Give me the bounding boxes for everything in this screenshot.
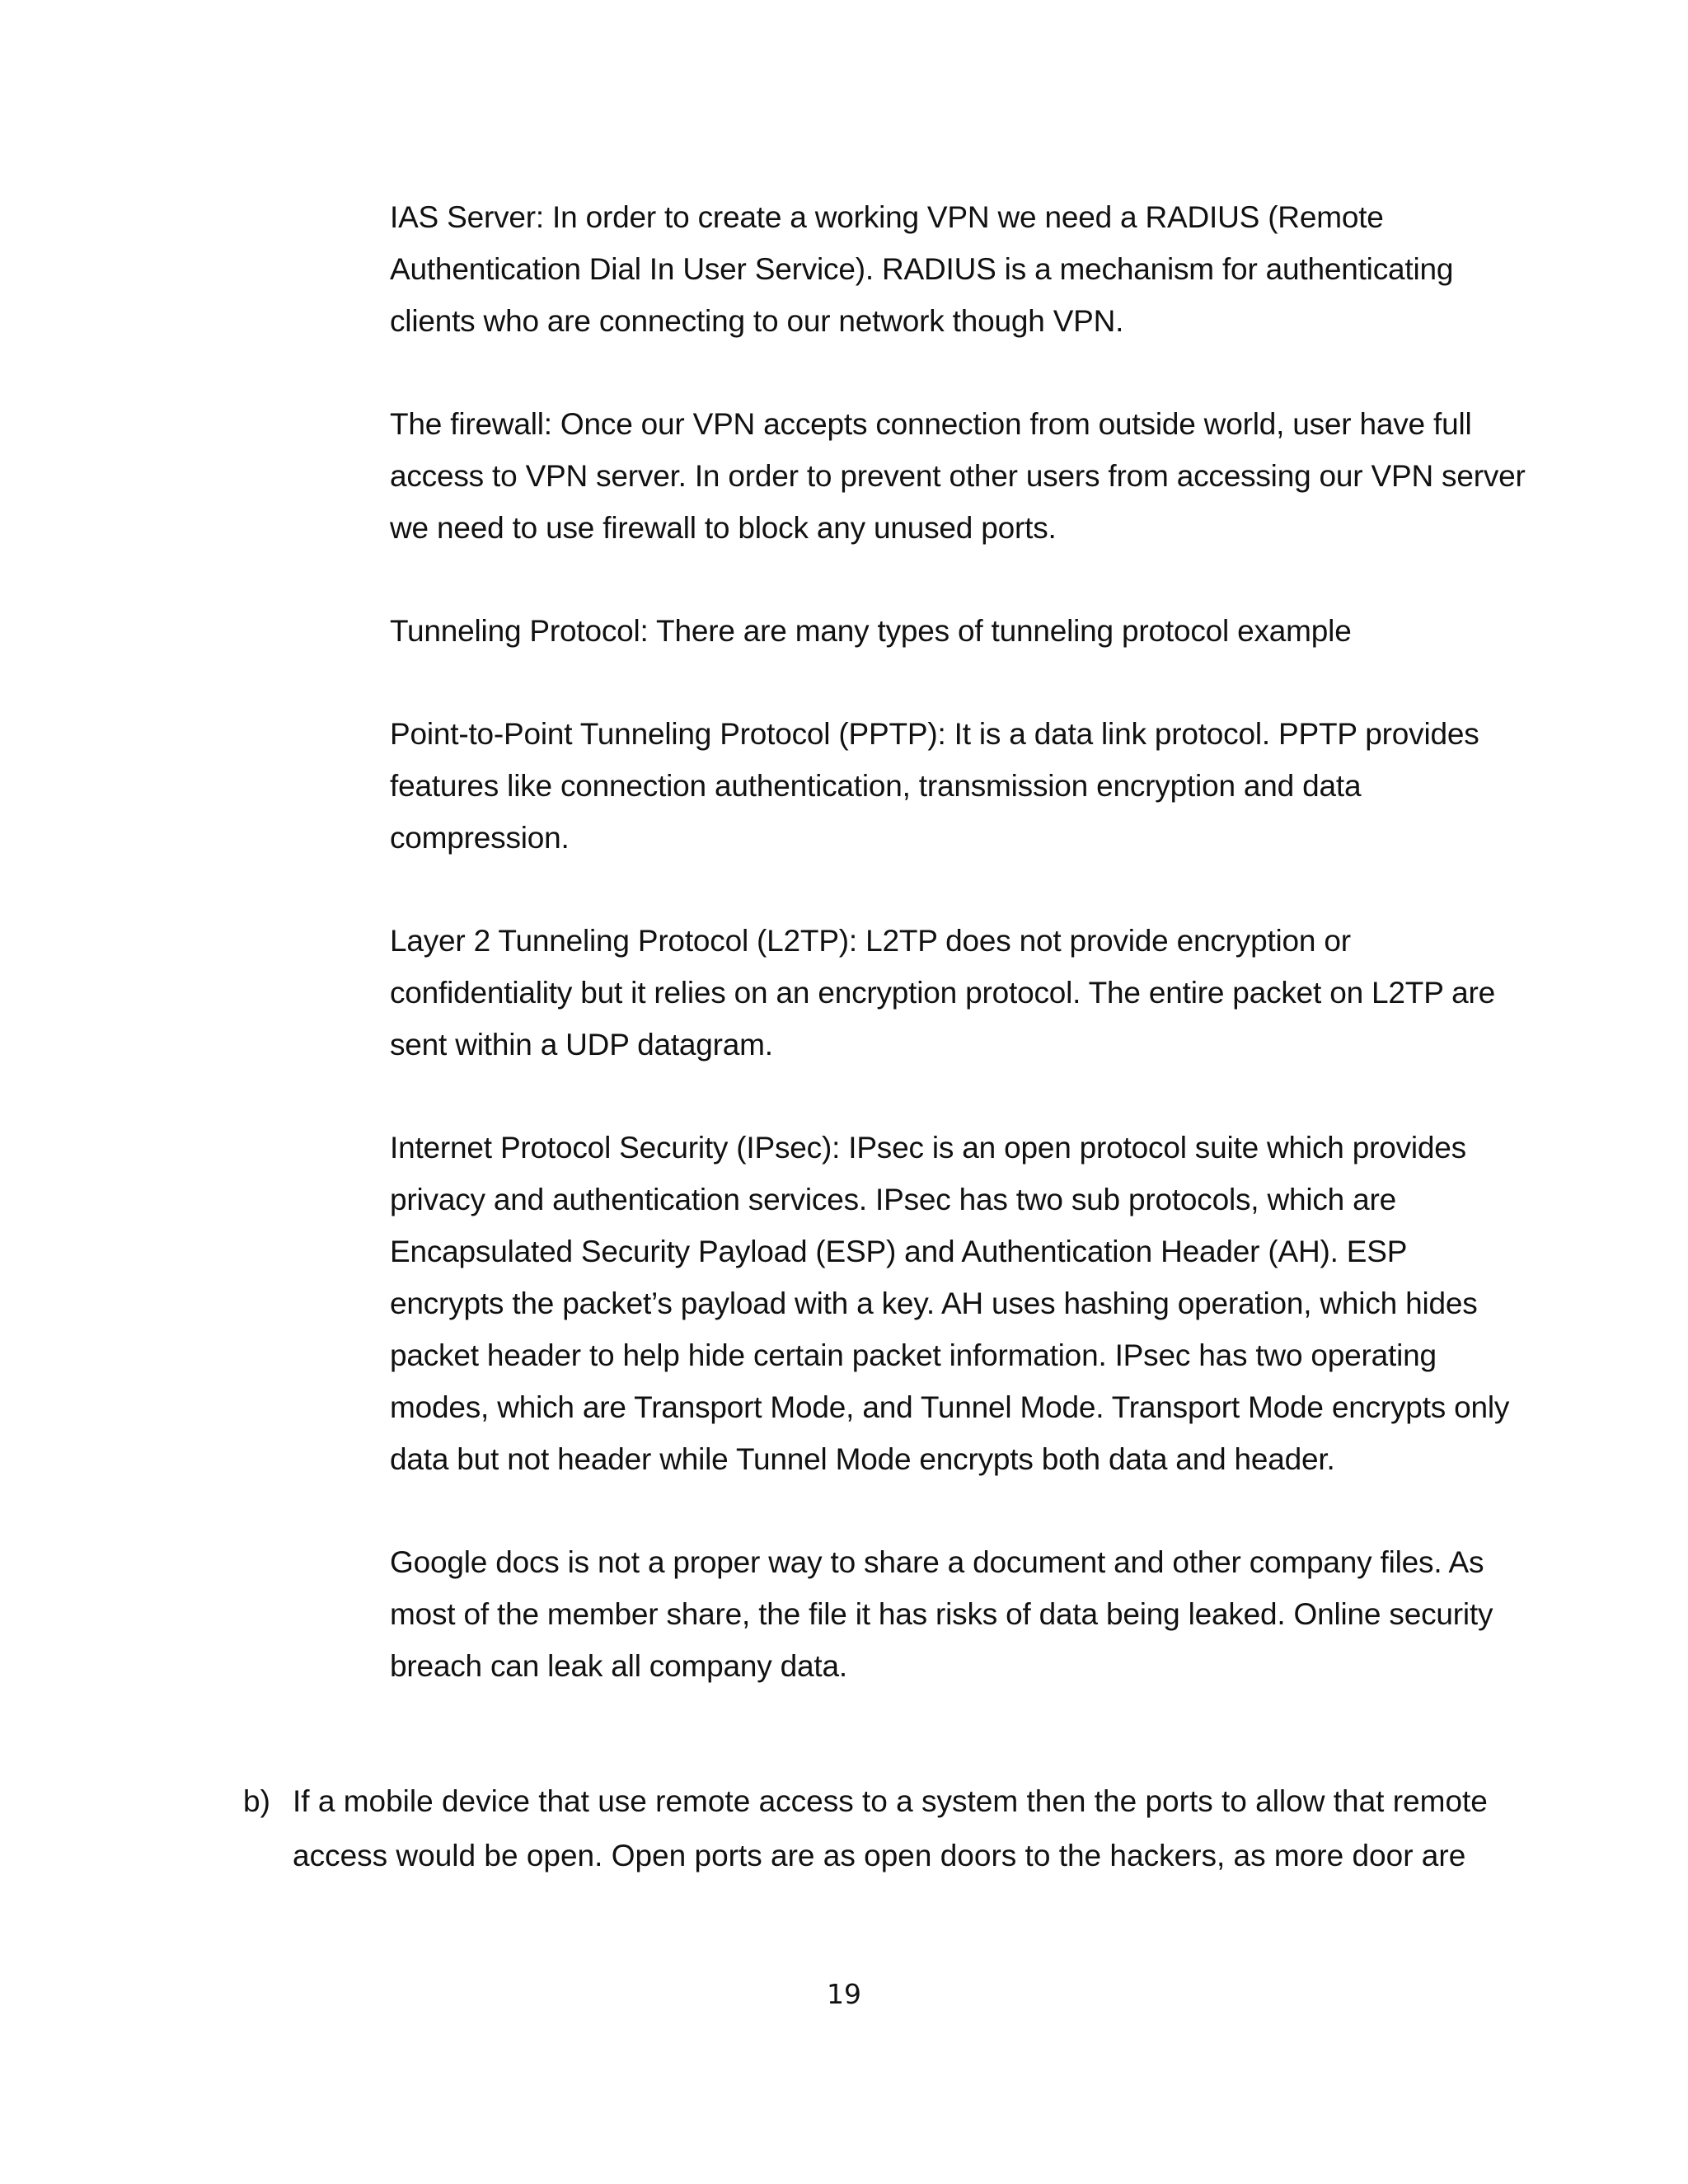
answer-list (243, 1774, 1529, 1883)
paragraph-ias-server: IAS Server: In order to create a working VPN we need a RADIUS (Remote Authentication Dial In User Service). RADIUS is a mechanism for authenticating clients who are connecting to our network though VPN. (390, 200, 1454, 338)
paragraph-ipsec: Internet Protocol Security (IPsec): IPsec is an open protocol suite which provides privacy and authentication services. IPsec has two sub protocols, which are Encapsulated Security Payload (ESP) and Authentication Header (AH). ESP encrypts the packet’s payload with a key. AH uses hashing operation, which hides packet header to help hide certain packet information. IPsec has two operating modes, which are Transport Mode, and Tunnel Mode. Transport Mode encrypts only data but not header while Tunnel Mode encrypts both data and header. (390, 1131, 1510, 1476)
paragraph-google-docs: Google docs is not a proper way to share a document and other company files. As most of the member share, the file it has risks of data being leaked. Online security breach can leak all company data. (390, 1545, 1493, 1683)
list-item-text: If a mobile device that use remote access to a system then the ports to allow that remote access would be open. Open ports are as open doors to the hackers, as more door are (293, 1784, 1488, 1872)
paragraph-firewall: The firewall: Once our VPN accepts connection from outside world, user have full access to VPN server. In order to prevent other users from accessing our VPN server we need to use firewall to block any unused ports. (390, 407, 1526, 545)
paragraph-tunneling-protocol: Tunneling Protocol: There are many types of tunneling protocol example (390, 614, 1352, 648)
list-item (243, 1774, 1529, 1883)
paragraph-pptp: Point-to-Point Tunneling Protocol (PPTP): It is a data link protocol. PPTP provides features like connection authentication, transmission encryption and data compression. (390, 717, 1479, 855)
list-marker: b) (243, 1784, 270, 1818)
paragraph-l2tp: Layer 2 Tunneling Protocol (L2TP): L2TP does not provide encryption or confidentiality but it relies on an encryption protocol. The entire packet on L2TP are sent within a UDP datagram. (390, 924, 1495, 1062)
body-text (390, 191, 1527, 1743)
page-number: 19 (827, 1978, 861, 2010)
